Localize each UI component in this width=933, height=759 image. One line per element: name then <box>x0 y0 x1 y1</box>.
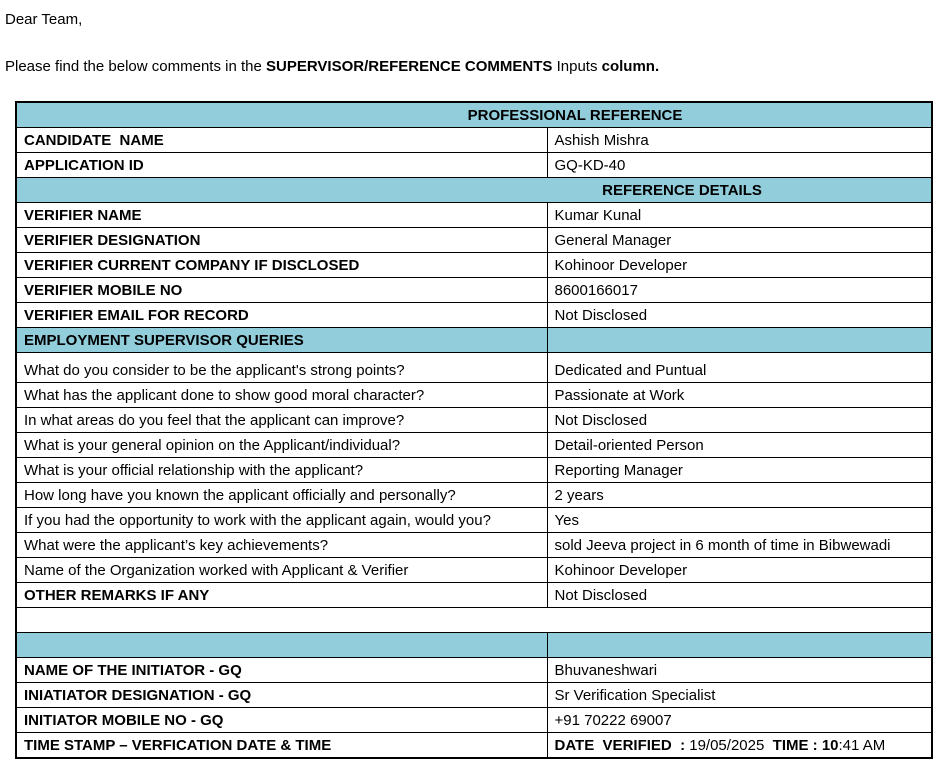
row-label: What is your general opinion on the Applicant/individual? <box>16 433 547 458</box>
row-label: CANDIDATE NAME <box>16 128 547 153</box>
row-label: In what areas do you feel that the applicant can improve? <box>16 408 547 433</box>
row-value <box>547 733 932 759</box>
row-value: Dedicated and Puntual <box>547 353 932 383</box>
row-label: APPLICATION ID <box>16 153 547 178</box>
row-value: Not Disclosed <box>547 408 932 433</box>
row-label: OTHER REMARKS IF ANY <box>16 583 547 608</box>
table-row <box>16 303 932 328</box>
table-row <box>16 203 932 228</box>
table-row <box>16 433 932 458</box>
row-label: What were the applicant’s key achievements? <box>16 533 547 558</box>
row-value: GQ-KD-40 <box>547 153 932 178</box>
row-label: What do you consider to be the applicant's strong points? <box>16 353 547 383</box>
row-value: Passionate at Work <box>547 383 932 408</box>
table-row <box>16 128 932 153</box>
table-row <box>16 583 932 608</box>
row-value: Kumar Kunal <box>547 203 932 228</box>
table-row <box>16 278 932 303</box>
table-row <box>16 483 932 508</box>
row-value: Not Disclosed <box>547 303 932 328</box>
table-row <box>16 228 932 253</box>
text-segment: column. <box>601 58 660 75</box>
row-value: Yes <box>547 508 932 533</box>
subheader-empty-cell <box>547 633 932 658</box>
row-value: Sr Verification Specialist <box>547 683 932 708</box>
table-row <box>16 733 932 759</box>
reference-table-body <box>16 102 932 758</box>
row-label: What has the applicant done to show good moral character? <box>16 383 547 408</box>
section-title: PROFESSIONAL REFERENCE <box>467 107 683 124</box>
section-header-cell <box>16 178 932 203</box>
table-row <box>16 178 932 203</box>
intro-line <box>5 57 933 76</box>
row-value: 2 years <box>547 483 932 508</box>
row-label: NAME OF THE INITIATOR - GQ <box>16 658 547 683</box>
table-row <box>16 458 932 483</box>
row-value: Reporting Manager <box>547 458 932 483</box>
row-label: How long have you known the applicant officially and personally? <box>16 483 547 508</box>
text-segment: :41 AM <box>838 737 886 754</box>
table-row <box>16 633 932 658</box>
row-value: +91 70222 69007 <box>547 708 932 733</box>
row-label: VERIFIER MOBILE NO <box>16 278 547 303</box>
table-row <box>16 658 932 683</box>
table-row <box>16 102 932 128</box>
reference-table <box>15 101 933 759</box>
section-title: REFERENCE DETAILS <box>602 182 762 199</box>
subheader-label-cell: EMPLOYMENT SUPERVISOR QUERIES <box>16 328 547 353</box>
row-value: Detail-oriented Person <box>547 433 932 458</box>
table-row <box>16 253 932 278</box>
table-row <box>16 558 932 583</box>
row-label: What is your official relationship with the applicant? <box>16 458 547 483</box>
row-label: INITIATOR MOBILE NO - GQ <box>16 708 547 733</box>
row-label: Name of the Organization worked with Applicant & Verifier <box>16 558 547 583</box>
text-segment: TIME : 10 <box>772 737 839 754</box>
text-segment: Please find the below comments in the <box>5 58 266 75</box>
table-row <box>16 153 932 178</box>
row-value: Ashish Mishra <box>547 128 932 153</box>
row-value: sold Jeeva project in 6 month of time in Bibwewadi <box>547 533 932 558</box>
table-row <box>16 353 932 383</box>
table-row <box>16 533 932 558</box>
row-value: Bhuvaneshwari <box>547 658 932 683</box>
row-label: VERIFIER DESIGNATION <box>16 228 547 253</box>
text-segment: Inputs <box>552 58 602 75</box>
text-segment: 19/05/2025 <box>689 737 765 754</box>
section-header-cell <box>16 102 932 128</box>
table-row <box>16 608 932 633</box>
subheader-label-cell <box>16 633 547 658</box>
subheader-empty-cell <box>547 328 932 353</box>
row-value: General Manager <box>547 228 932 253</box>
row-label: VERIFIER EMAIL FOR RECORD <box>16 303 547 328</box>
blank-row-cell <box>16 608 932 633</box>
row-label: TIME STAMP – VERFICATION DATE & TIME <box>16 733 547 759</box>
text-segment <box>764 737 772 754</box>
row-label: If you had the opportunity to work with the applicant again, would you? <box>16 508 547 533</box>
greeting-text: Dear Team, <box>5 11 83 28</box>
row-value: 8600166017 <box>547 278 932 303</box>
row-label: VERIFIER CURRENT COMPANY IF DISCLOSED <box>16 253 547 278</box>
row-value: Kohinoor Developer <box>547 253 932 278</box>
text-segment: SUPERVISOR/REFERENCE COMMENTS <box>265 58 553 75</box>
row-label: INIATIATOR DESIGNATION - GQ <box>16 683 547 708</box>
table-row <box>16 408 932 433</box>
table-row <box>16 508 932 533</box>
table-row <box>16 328 932 353</box>
row-value: Not Disclosed <box>547 583 932 608</box>
row-value: Kohinoor Developer <box>547 558 932 583</box>
text-segment: DATE VERIFIED : <box>554 737 690 754</box>
table-row <box>16 683 932 708</box>
row-label: VERIFIER NAME <box>16 203 547 228</box>
table-row <box>16 708 932 733</box>
table-row <box>16 383 932 408</box>
